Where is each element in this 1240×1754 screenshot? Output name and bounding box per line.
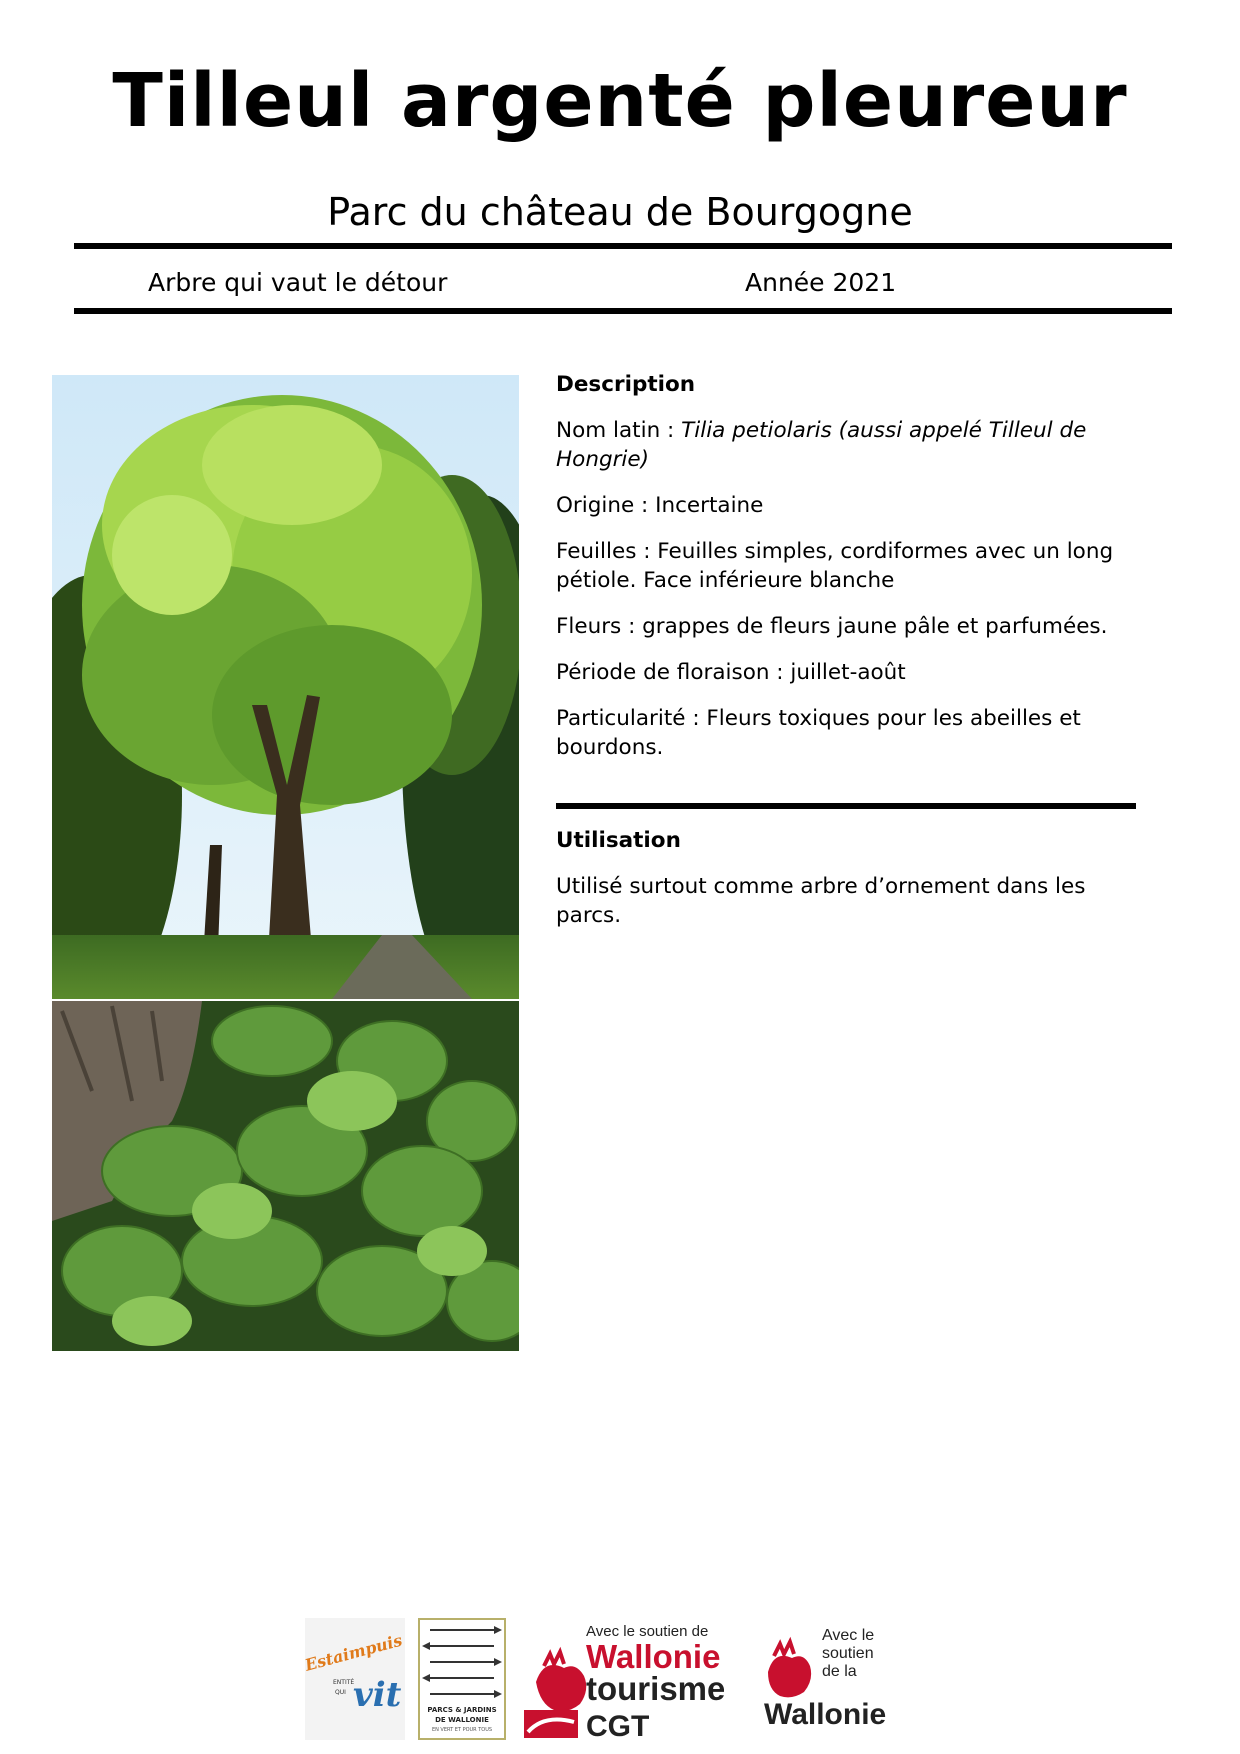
- year-label: Année 2021: [745, 268, 897, 297]
- utilisation-text-block: [556, 872, 1116, 930]
- svg-text:EN VERT ET POUR TOUS: EN VERT ET POUR TOUS: [431, 1727, 493, 1733]
- estaimpuis-logo: [305, 1618, 405, 1740]
- flowers-field: Fleurs : grappes de fleurs jaune pâle et parfumées.: [556, 614, 1108, 639]
- svg-text:Avec le soutien de: Avec le soutien de: [586, 1623, 709, 1640]
- svg-text:Avec le: Avec le: [822, 1627, 875, 1644]
- svg-text:CGT: CGT: [586, 1710, 650, 1740]
- rooster-icon: [536, 1665, 586, 1711]
- description-heading: Description: [556, 372, 696, 397]
- header-rule-bottom: [74, 308, 1172, 314]
- utilisation-section: [556, 826, 1116, 855]
- rooster-icon: [768, 1656, 811, 1697]
- tree-category: Arbre qui vaut le détour: [148, 268, 448, 297]
- svg-text:ENTITÉ: ENTITÉ: [333, 1679, 355, 1686]
- svg-text:QUI: QUI: [335, 1689, 346, 1696]
- origin-field: Origine : Incertaine: [556, 493, 764, 518]
- svg-text:de la: de la: [822, 1663, 857, 1680]
- wallonie-logo: [760, 1618, 900, 1740]
- section-divider: [556, 803, 1136, 809]
- svg-text:vit: vit: [353, 1675, 402, 1715]
- latin-name-label: Nom latin :: [556, 418, 682, 443]
- svg-text:PARCS & JARDINS: PARCS & JARDINS: [427, 1706, 497, 1714]
- svg-text:soutien: soutien: [822, 1645, 874, 1662]
- latin-name-field: [556, 416, 1116, 474]
- svg-text:tourisme: tourisme: [586, 1670, 724, 1707]
- parcs-jardins-logo: [418, 1618, 506, 1740]
- tree-photo: [52, 375, 519, 999]
- page-subtitle: Parc du château de Bourgogne: [327, 190, 913, 234]
- flowering-period-field: Période de floraison : juillet-août: [556, 660, 906, 685]
- svg-text:Wallonie: Wallonie: [764, 1698, 887, 1731]
- leaves-field: Feuilles : Feuilles simples, cordiformes avec un long pétiole. Face inférieure blanche: [556, 539, 1114, 593]
- svg-text:DE WALLONIE: DE WALLONIE: [435, 1716, 489, 1724]
- leaves-photo: [52, 1001, 519, 1351]
- page-title: Tilleul argenté pleureur: [112, 58, 1128, 144]
- utilisation-heading: Utilisation: [556, 828, 681, 853]
- particularity-field: Particularité : Fleurs toxiques pour les abeilles et bourdons.: [556, 706, 1081, 760]
- svg-text:Wallonie: Wallonie: [586, 1638, 721, 1675]
- estaimpuis-logo-name: Estaimpuis: [305, 1630, 405, 1675]
- header-rule-top: [74, 243, 1172, 249]
- latin-name-value: Tilia petiolaris (aussi appelé Tilleul de Hongrie): [556, 418, 1087, 472]
- wallonie-tourisme-logo: [524, 1618, 724, 1740]
- description-section: [556, 370, 1116, 399]
- utilisation-text: Utilisé surtout comme arbre d’ornement dans les parcs.: [556, 874, 1086, 928]
